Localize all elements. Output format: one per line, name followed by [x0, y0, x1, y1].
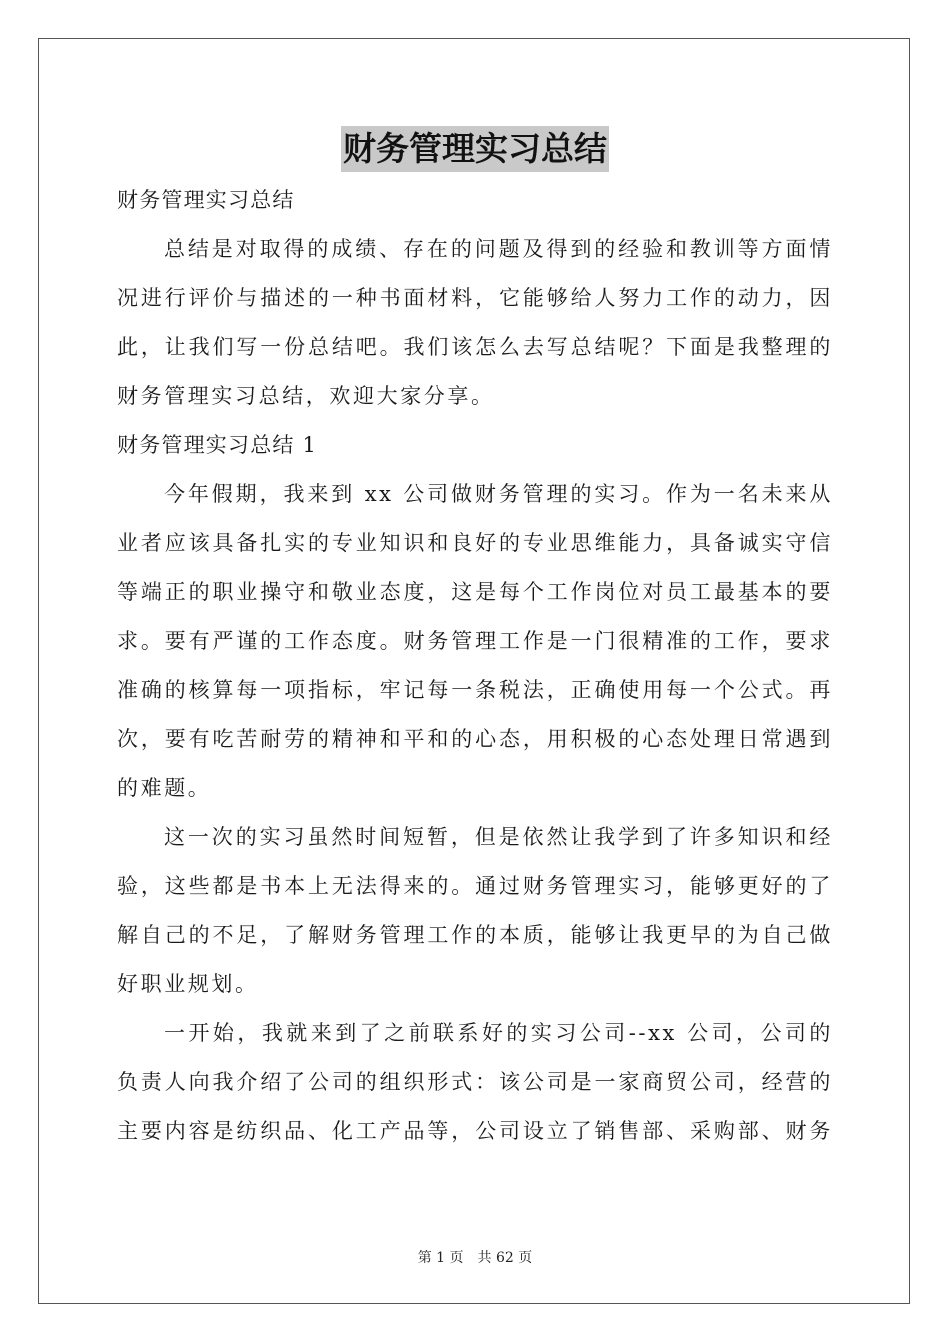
paragraph-line: 好职业规划。	[117, 972, 259, 996]
paragraph-line: 今年假期，我来到 xx 公司做财务管理的实习。作为一名未来从	[164, 482, 833, 506]
section-heading: 财务管理实习总结 1	[117, 433, 318, 457]
paragraph-line: 此，让我们写一份总结吧。我们该怎么去写总结呢？下面是我整理的	[117, 335, 833, 359]
page-total: 共 62 页	[477, 1250, 533, 1266]
paragraph-line: 况进行评价与描述的一种书面材料，它能够给人努力工作的动力，因	[117, 286, 833, 310]
paragraph-line: 次，要有吃苦耐劳的精神和平和的心态，用积极的心态处理日常遇到	[117, 727, 833, 751]
paragraph-line: 负责人向我介绍了公司的组织形式：该公司是一家商贸公司，经营的	[117, 1070, 833, 1094]
paragraph-line: 解自己的不足，了解财务管理工作的本质，能够让我更早的为自己做	[117, 923, 833, 947]
paragraph-line: 准确的核算每一项指标，牢记每一条税法，正确使用每一个公式。再	[117, 678, 833, 702]
section-heading: 财务管理实习总结	[117, 188, 295, 212]
paragraph-line: 这一次的实习虽然时间短暂，但是依然让我学到了许多知识和经	[164, 825, 833, 849]
title-container	[0, 126, 950, 172]
document-title: 财务管理实习总结	[341, 126, 609, 172]
page-number: 第 1 页	[417, 1250, 464, 1266]
paragraph-line: 总结是对取得的成绩、存在的问题及得到的经验和教训等方面情	[164, 237, 833, 261]
paragraph-line: 等端正的职业操守和敬业态度，这是每个工作岗位对员工最基本的要	[117, 580, 833, 604]
paragraph-line: 验，这些都是书本上无法得来的。通过财务管理实习，能够更好的了	[117, 874, 833, 898]
paragraph-line: 财务管理实习总结，欢迎大家分享。	[117, 384, 495, 408]
paragraph-line: 的难题。	[117, 776, 212, 800]
paragraph-line: 一开始，我就来到了之前联系好的实习公司--xx 公司，公司的	[164, 1021, 833, 1045]
document-body	[117, 176, 833, 1156]
paragraph-line: 主要内容是纺织品、化工产品等，公司设立了销售部、采购部、财务	[117, 1119, 833, 1143]
paragraph-line: 业者应该具备扎实的专业知识和良好的专业思维能力，具备诚实守信	[117, 531, 833, 555]
paragraph-line: 求。要有严谨的工作态度。财务管理工作是一门很精准的工作，要求	[117, 629, 833, 653]
page-footer	[0, 1248, 950, 1268]
